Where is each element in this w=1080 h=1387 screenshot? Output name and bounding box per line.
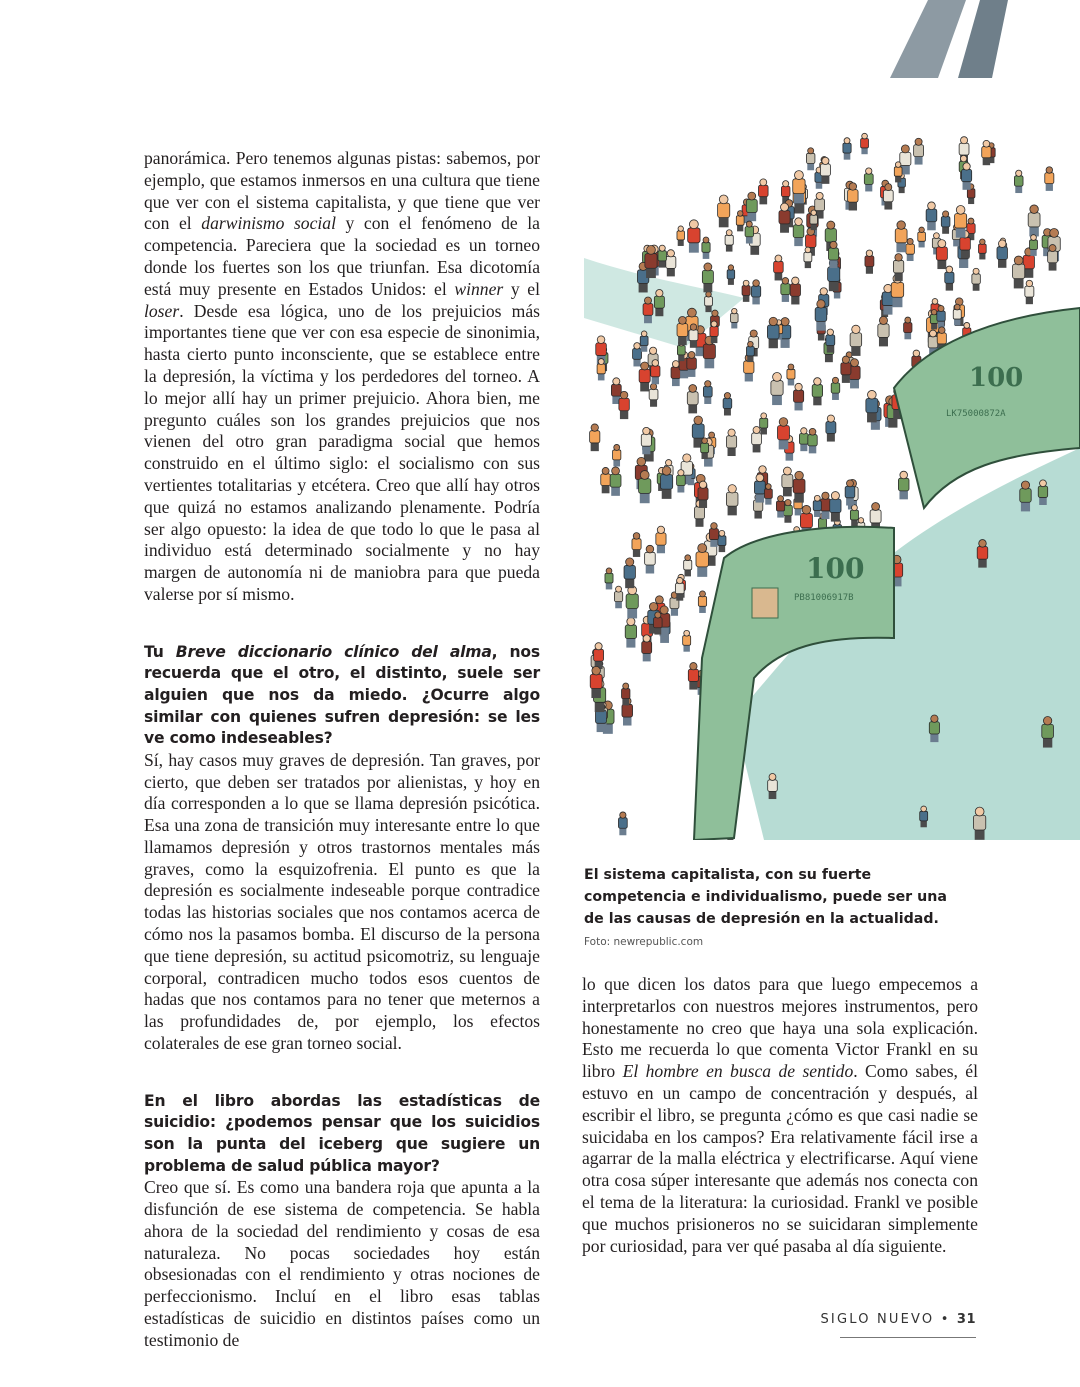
quotation-mark-icon xyxy=(880,0,1080,80)
crowd-figure xyxy=(594,643,604,669)
crowd-figure xyxy=(689,324,698,348)
crowd-figure xyxy=(718,530,726,552)
crowd-figure xyxy=(666,250,676,277)
crowd-figure xyxy=(793,171,805,204)
crowd-figure xyxy=(760,413,768,435)
crowd-figure xyxy=(698,591,706,613)
crowd-figure xyxy=(1038,480,1047,505)
crowd-figure xyxy=(826,329,835,353)
crowd-figure xyxy=(850,325,862,356)
crowd-figure xyxy=(972,268,980,291)
crowd-figure xyxy=(878,316,889,346)
crowd-figure xyxy=(710,321,718,343)
crowd-figure xyxy=(1025,280,1034,304)
crowd-figure xyxy=(614,586,622,608)
crowd-figure xyxy=(926,202,937,230)
crowd-figure xyxy=(645,545,656,573)
crowd-figure xyxy=(677,317,688,346)
crowd-figure xyxy=(767,317,779,348)
crowd-figure xyxy=(768,774,778,800)
answer-2-continued: lo que dicen los datos para que luego empecemos a interpretarlos con nuestros mejores instrumentos, pero honestamente no creo que haya una sola explicación. Esto me recuerda lo que comenta Victor Frankl en su libro El hombre en busca de sentido. Como sabes, él estuvo en un campo de concentración y después, al escribir el libro, se pregunta ¿cómo es que casi nadie se suicidaba en los campos? Era relativamente fácil irse a agarrar de la malla eléctrica y electrificarse. Aquí viene otra cosa súper interesante que además nos conecta con el tema de la literatura: la curiosidad. Frankl ve posible que muchos prisioneros no se suicidaran simplemente por curiosidad, para ver qué pasaba al día siguiente. xyxy=(582,974,979,1256)
crowd-figure xyxy=(1048,245,1058,271)
crowd-figure xyxy=(793,471,805,502)
crowd-figure xyxy=(683,630,691,651)
crowd-figure xyxy=(920,806,928,827)
crowd-figure xyxy=(727,265,735,285)
answer-1: Sí, hay casos muy graves de depresión. Tan graves, por cierto, que deben ser tratados por alienistas, y hoy en día corresponden a lo que se llama depresión psicótica. Esa una zona de transición muy interesante entre lo que llamamos depresión y otros trastornos mentales más graves, como la esquizofrenia. El punto es que la depresión es socialmente indeseable porque contradice todas las historias sociales que nos contamos acerca de cómo nos la pasamos bomba. El discurso de la persona que tiene depresión, su actitud psicomotriz, su lenguaje corporal, contradicen mucho todos esos cuentos de hadas que nos contamos para no tener que meternos a las profundidades de, por ejemplo, los efectos colaterales de ese gran torneo social. xyxy=(144,749,540,1054)
bill-seal xyxy=(752,588,778,618)
crowd-figure xyxy=(658,245,666,267)
right-column xyxy=(582,974,978,1257)
crowd-figure xyxy=(654,612,663,635)
crowd-figure xyxy=(883,184,893,210)
crowd-figure xyxy=(601,467,611,493)
crowd-figure xyxy=(893,254,903,282)
crowd-figure xyxy=(865,250,874,274)
crowd-figure xyxy=(632,533,641,557)
crowd-figure xyxy=(718,195,730,227)
crowd-figure xyxy=(759,179,769,205)
crowd-figure xyxy=(590,666,602,698)
crowd-figure xyxy=(973,807,985,840)
crowd-figure xyxy=(610,467,621,496)
crowd-figure xyxy=(633,343,642,367)
crowd-figure xyxy=(776,496,784,518)
illustration-crowd-dollar-bills xyxy=(584,118,1080,840)
crowd-figure xyxy=(702,237,710,259)
crowd-figure xyxy=(675,577,684,600)
page-folio xyxy=(820,1312,976,1327)
crowd-figure xyxy=(1045,167,1054,191)
paragraph-intro: panorámica. Pero tenemos algunas pistas: sabemos, por ejemplo, que estamos inmersos en una cultura que tiene que ver con el sistema capitalista, y que tiene que ver con el darwinismo social y con el fenómeno de la competencia. Pareciera que la sociedad es un torneo donde los fuertes son los que triunfan. Esa dicotomía está muy presente en Estados Unidos: el winner y el loser. Desde esa lógica, uno de los prejuicios más importantes tiene que ver con esa especie de sinonimia, hasta cierto punto inconsciente, que se establece entre la depresión, la víctima y los perdedores del torneo. A lo mejor allí hay un primer prejuicio. Ahora bien, me pregunto cuáles son los grandes prejuicios que nos vienen del otro gran paradigma social que hemos construido en el último siglo: el socialismo con sus vertientes totalitarias y etcétera. Creo que allí hay otros que quizá no estamos analizando plenamente. Podría ser algo opuesto: la idea de que todo lo que le pasa al individuo está determinado socialmente y no hay margen de autonomía ni de maniobra para que pueda valerse por sí mismo. xyxy=(144,148,540,604)
magazine-name: SIGLO NUEVO xyxy=(820,1312,935,1327)
crowd-figure xyxy=(723,393,732,416)
crowd-figure xyxy=(641,427,651,454)
bill-denomination: 100 xyxy=(969,363,1024,393)
crowd-figure xyxy=(1013,256,1025,288)
crowd-figure xyxy=(799,428,808,451)
crowd-figure xyxy=(1042,717,1054,748)
crowd-figure xyxy=(843,138,851,160)
crowd-figure xyxy=(804,247,812,268)
page-number: 31 xyxy=(956,1312,976,1327)
crowd-figure xyxy=(955,206,967,238)
crowd-figure xyxy=(661,466,673,498)
crowd-figure xyxy=(941,211,950,234)
crowd-figure xyxy=(815,300,827,331)
crowd-figure xyxy=(813,495,821,517)
crowd-figure xyxy=(705,291,713,312)
crowd-figure xyxy=(778,418,790,450)
crowd-figure xyxy=(746,341,754,362)
crowd-figure xyxy=(624,558,635,588)
crowd-figure xyxy=(726,485,738,516)
photo-credit: Foto: newrepublic.com xyxy=(584,936,704,948)
crowd-figure xyxy=(826,415,836,442)
crowd-illustration xyxy=(584,118,1080,840)
crowd-figure xyxy=(828,241,838,268)
crowd-figure xyxy=(774,255,784,280)
crowd-figure xyxy=(642,635,652,661)
crowd-figure xyxy=(684,555,692,577)
crowd-figure xyxy=(820,492,830,519)
crowd-figure xyxy=(651,360,660,385)
crowd-figure xyxy=(841,356,851,383)
crowd-figure xyxy=(982,140,991,165)
crowd-figure xyxy=(904,317,912,339)
crowd-figure xyxy=(590,424,600,451)
crowd-figure xyxy=(656,526,666,553)
crowd-figure xyxy=(626,586,638,618)
crowd-figure xyxy=(850,505,858,527)
crowd-figure xyxy=(848,183,858,211)
crowd-figure xyxy=(820,157,830,184)
crowd-figure xyxy=(830,492,841,522)
crowd-figure xyxy=(736,211,744,232)
crowd-figure xyxy=(746,192,757,221)
crowd-figure xyxy=(997,240,1007,268)
crowd-figure xyxy=(645,245,657,278)
crowd-figure xyxy=(781,278,790,302)
crowd-figure xyxy=(864,168,873,192)
folio-separator: • xyxy=(940,1312,951,1327)
answer-2: Creo que sí. Es como una bandera roja que apunta a la disfunción de ese sistema de competencia. Se habla ahora de la sociedad del rendimiento y cosas de esa naturaleza. No pocas sociedades hoy están obsesionadas con el rendimiento y otras nociones de perfeccionismo. Incluí en el libro esas tablas estadísticas de suicidio en distintos países como un testimonio de xyxy=(144,1177,540,1350)
crowd-figure xyxy=(640,331,648,352)
crowd-figure xyxy=(936,240,947,269)
crowd-figure xyxy=(1014,170,1023,193)
crowd-figure xyxy=(845,480,855,506)
crowd-figure xyxy=(806,148,814,171)
crowd-figure xyxy=(895,221,907,252)
crowd-figure xyxy=(1030,235,1038,256)
image-caption xyxy=(584,864,964,953)
crowd-figure xyxy=(751,280,760,305)
crowd-figure xyxy=(764,484,772,505)
crowd-figure xyxy=(688,663,698,690)
crowd-figure xyxy=(687,385,698,414)
crowd-figure xyxy=(779,203,790,233)
crowd-figure xyxy=(649,383,658,406)
crowd-figure xyxy=(619,391,629,419)
crowd-figure xyxy=(639,471,651,504)
question-2: En el libro abordas las estadísticas de suicidio: ¿podemos pensar que los suicidios son la punta del iceberg que sugiere un problema de salud pública mayor? xyxy=(144,1091,540,1175)
crowd-figure xyxy=(866,390,878,422)
crowd-figure xyxy=(703,381,712,404)
crowd-figure xyxy=(937,305,945,327)
crowd-figure xyxy=(752,426,762,452)
bill-serial: PB81006917B xyxy=(794,593,854,603)
crowd-figure xyxy=(618,812,627,835)
crowd-figure xyxy=(688,220,700,253)
crowd-figure xyxy=(808,428,817,453)
crowd-figure xyxy=(687,352,697,377)
crowd-figure xyxy=(731,308,739,328)
crowd-figure xyxy=(977,540,988,568)
crowd-figure xyxy=(953,304,961,325)
crowd-figure xyxy=(831,377,840,400)
crowd-figure xyxy=(793,218,804,246)
crowd-figure xyxy=(696,544,708,577)
crowd-figure xyxy=(605,568,613,589)
left-column xyxy=(144,148,540,1352)
caption-text: El sistema capitalista, con su fuerte competencia e individualismo, puede ser una de las causas de depresión en la actualidad. xyxy=(584,867,947,927)
crowd-figure xyxy=(639,362,650,391)
crowd-figure xyxy=(677,226,685,246)
crowd-figure xyxy=(622,683,630,705)
crowd-figure xyxy=(625,617,636,647)
crowd-figure xyxy=(1028,205,1040,237)
crowd-figure xyxy=(771,373,783,406)
crowd-figure xyxy=(945,266,954,291)
crowd-figure xyxy=(898,471,909,499)
crowd-figure xyxy=(861,133,869,154)
crowd-figure xyxy=(742,280,750,302)
crowd-figure xyxy=(929,715,939,742)
crowd-figure xyxy=(914,138,924,164)
folio-rule xyxy=(840,1337,976,1338)
crowd-figure xyxy=(815,192,825,218)
crowd-figure xyxy=(613,444,621,466)
crowd-figure xyxy=(597,359,605,381)
question-1: Tu Breve diccionario clínico del alma, nos recuerda que el otro, el distinto, suele ser alguien que nos da miedo. ¿Ocurre algo similar con quienes sufren depresión: se les ve como indeseables? xyxy=(144,642,541,748)
crowd-figure xyxy=(1020,481,1031,511)
crowd-figure xyxy=(677,470,686,493)
crowd-figure xyxy=(894,162,902,183)
crowd-figure xyxy=(745,221,753,243)
crowd-figure xyxy=(793,383,803,410)
crowd-figure xyxy=(782,467,793,496)
crowd-figure xyxy=(787,364,795,385)
crowd-figure xyxy=(725,230,733,252)
crowd-figure xyxy=(654,289,664,316)
crowd-figure xyxy=(698,481,708,508)
crowd-figure xyxy=(810,210,818,230)
crowd-figure xyxy=(961,163,971,190)
bill-serial: LK75000872A xyxy=(946,409,1006,419)
crowd-figure xyxy=(709,523,718,547)
bill-denomination: 100 xyxy=(806,552,865,585)
crowd-figure xyxy=(701,438,709,459)
crowd-figure xyxy=(979,239,987,259)
crowd-figure xyxy=(918,227,926,247)
crowd-figure xyxy=(727,429,737,456)
crowd-figure xyxy=(702,263,713,292)
crowd-figure xyxy=(812,378,822,406)
crowd-figure xyxy=(754,474,765,503)
crowd-figure xyxy=(790,277,800,304)
crowd-figure xyxy=(643,297,653,323)
